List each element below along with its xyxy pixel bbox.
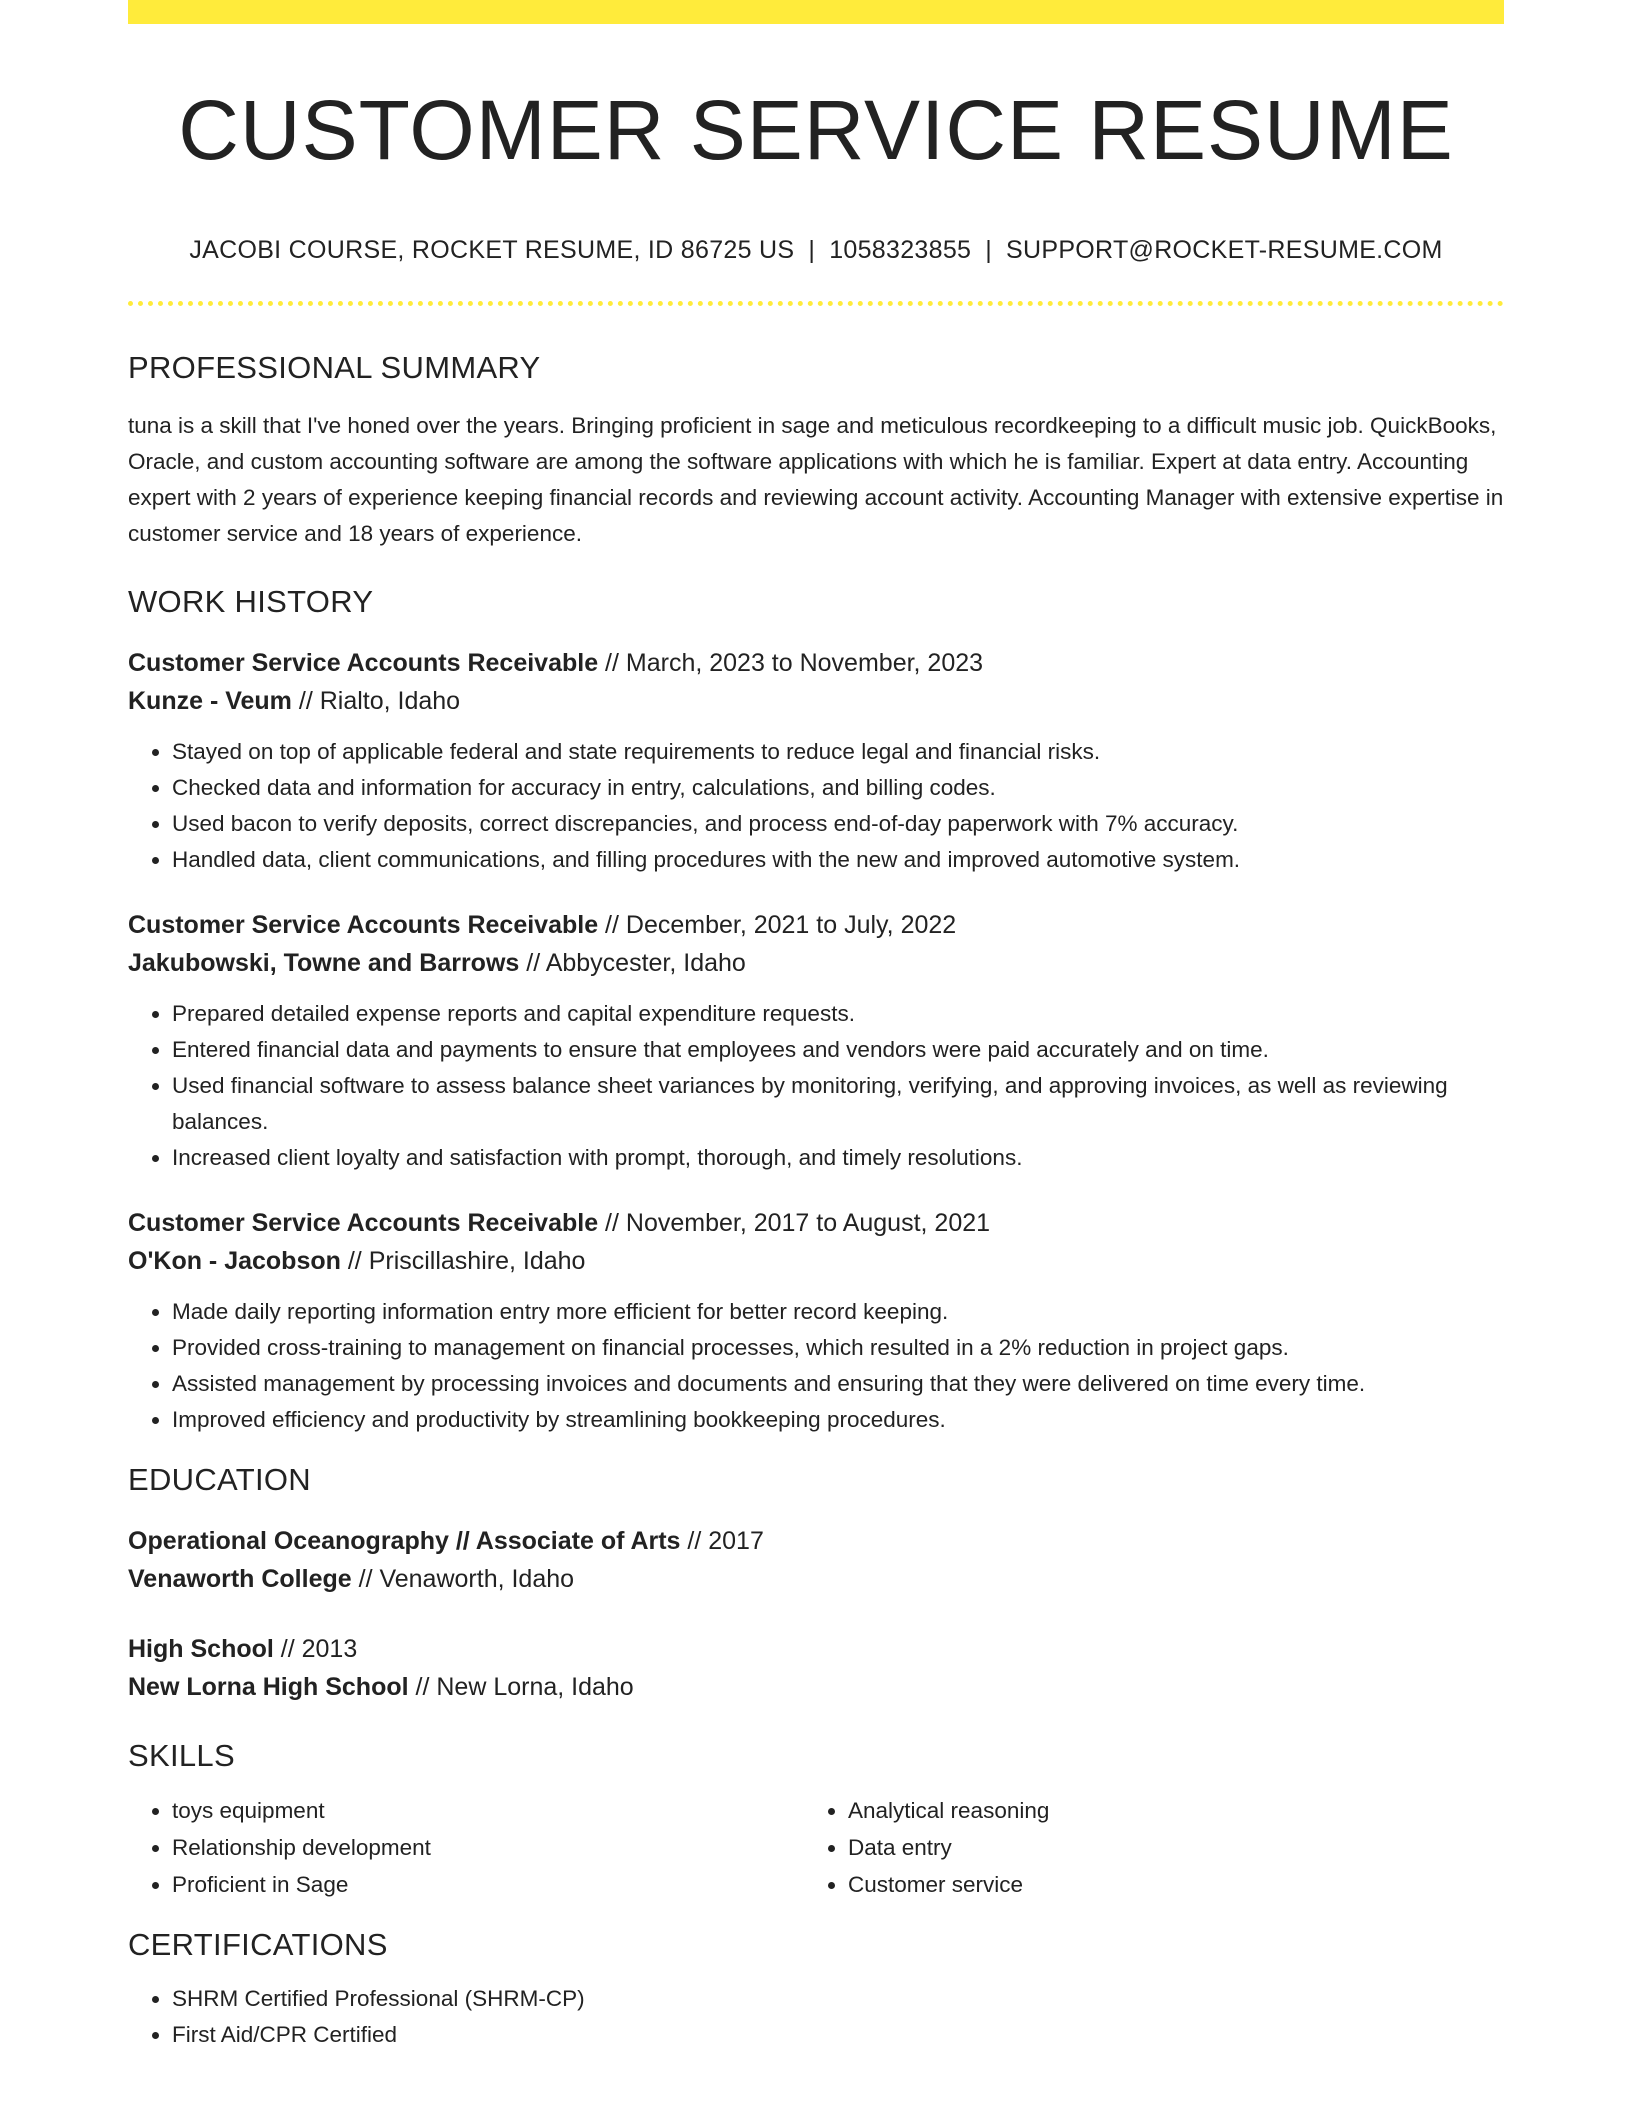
contact-email: SUPPORT@ROCKET-RESUME.COM <box>1006 236 1443 265</box>
job-title: Customer Service Accounts Receivable <box>128 911 599 940</box>
summary-text: tuna is a skill that I've honed over the years. Bringing proficient in sage and meticulous recordkeeping to a difficult music job. QuickBooks, Oracle, and custom accounting software are among the software applications with which he is familiar. Expert at data entry. Accounting expert with 2 years of experience keeping financial records and reviewing account activity. Accounting Manager with extensive expertise in customer service and 18 years of experience. <box>128 413 1504 547</box>
list-item: • SHRM Certified Professional (SHRM-CP) <box>172 1981 1504 2017</box>
job-company-line <box>128 682 1504 720</box>
job-company-line <box>128 944 1504 982</box>
list-item: • Handled data, client communications, and filling procedures with the new and improved automotive system. <box>172 842 1504 878</box>
education-location: // Venaworth, Idaho <box>351 1565 575 1594</box>
job-entry <box>128 644 1504 878</box>
education-location: // New Lorna, Idaho <box>408 1673 634 1702</box>
education-school: New Lorna High School <box>128 1673 409 1702</box>
education-school-line <box>128 1668 1504 1706</box>
contact-separator: | <box>985 236 993 265</box>
contact-address: JACOBI COURSE, ROCKET RESUME, ID 86725 US <box>189 236 795 265</box>
job-title-line <box>128 906 1504 944</box>
education-heading: EDUCATION <box>128 1462 311 1498</box>
skills-right-column <box>804 1792 1480 1903</box>
job-location: // Abbycester, Idaho <box>519 949 746 978</box>
job-company-line <box>128 1242 1504 1280</box>
list-item: • Provided cross-training to management on financial processes, which resulted in a 2% reduction in project gaps. <box>172 1330 1504 1366</box>
page-title: CUSTOMER SERVICE RESUME <box>178 83 1454 177</box>
list-item: • Analytical reasoning <box>848 1792 1480 1829</box>
certifications-heading: CERTIFICATIONS <box>128 1927 388 1963</box>
contact-phone: 1058323855 <box>829 236 972 265</box>
skills-heading: SKILLS <box>128 1738 235 1774</box>
job-company: Kunze - Veum <box>128 687 292 716</box>
list-item: • Data entry <box>848 1829 1480 1866</box>
education-year: // 2013 <box>273 1635 358 1664</box>
list-item: • Improved efficiency and productivity by streamlining bookkeeping procedures. <box>172 1402 1504 1438</box>
education-school-line <box>128 1560 1504 1598</box>
job-bullets <box>128 1294 1504 1438</box>
list-item: • Relationship development <box>172 1829 804 1866</box>
list-item: • Increased client loyalty and satisfaction with prompt, thorough, and timely resolutions. <box>172 1140 1504 1176</box>
summary-heading: PROFESSIONAL SUMMARY <box>128 350 541 386</box>
job-entry <box>128 906 1504 1176</box>
list-item: • First Aid/CPR Certified <box>172 2017 1504 2053</box>
list-item: • Checked data and information for accuracy in entry, calculations, and billing codes. <box>172 770 1504 806</box>
list-item: • Customer service <box>848 1866 1480 1903</box>
list-item: • Entered financial data and payments to ensure that employees and vendors were paid accurately and on time. <box>172 1032 1504 1068</box>
list-item: • Assisted management by processing invoices and documents and ensuring that they were delivered on time every time. <box>172 1366 1504 1402</box>
job-location: // Priscillashire, Idaho <box>340 1247 586 1276</box>
job-title: Customer Service Accounts Receivable <box>128 649 599 678</box>
resume-page <box>128 0 1504 2053</box>
list-item: • Prepared detailed expense reports and capital expenditure requests. <box>172 996 1504 1032</box>
list-item: • Made daily reporting information entry more efficient for better record keeping. <box>172 1294 1504 1330</box>
job-bullets <box>128 734 1504 878</box>
education-degree: Operational Oceanography // Associate of Arts <box>128 1527 681 1556</box>
job-entry <box>128 1204 1504 1438</box>
certifications-list <box>128 1981 1504 2053</box>
skills-columns <box>128 1792 1504 1903</box>
contact-line <box>128 236 1504 265</box>
accent-top-bar <box>128 0 1504 24</box>
list-item: • Proficient in Sage <box>172 1866 804 1903</box>
job-title: Customer Service Accounts Receivable <box>128 1209 599 1238</box>
education-degree: High School <box>128 1635 274 1664</box>
job-company: Jakubowski, Towne and Barrows <box>128 949 520 978</box>
education-degree-line <box>128 1630 1504 1668</box>
education-entry <box>128 1630 1504 1706</box>
job-company: O'Kon - Jacobson <box>128 1247 341 1276</box>
education-degree-line <box>128 1522 1504 1560</box>
list-item: • Used bacon to verify deposits, correct discrepancies, and process end-of-day paperwork with 7% accuracy. <box>172 806 1504 842</box>
job-dates: // March, 2023 to November, 2023 <box>598 649 984 678</box>
skills-left-column <box>128 1792 804 1903</box>
list-item: • Used financial software to assess balance sheet variances by monitoring, verifying, and approving invoices, as well as reviewing balances. <box>172 1068 1504 1140</box>
job-title-line <box>128 644 1504 682</box>
education-school: Venaworth College <box>128 1565 352 1594</box>
dotted-divider <box>128 301 1504 306</box>
job-dates: // November, 2017 to August, 2021 <box>598 1209 991 1238</box>
education-year: // 2017 <box>680 1527 764 1556</box>
job-location: // Rialto, Idaho <box>291 687 461 716</box>
list-item: • Stayed on top of applicable federal and state requirements to reduce legal and financial risks. <box>172 734 1504 770</box>
job-title-line <box>128 1204 1504 1242</box>
education-entry <box>128 1522 1504 1598</box>
list-item: • toys equipment <box>172 1792 804 1829</box>
job-bullets <box>128 996 1504 1176</box>
work-history-heading: WORK HISTORY <box>128 584 374 620</box>
job-dates: // December, 2021 to July, 2022 <box>598 911 957 940</box>
contact-separator: | <box>808 236 816 265</box>
